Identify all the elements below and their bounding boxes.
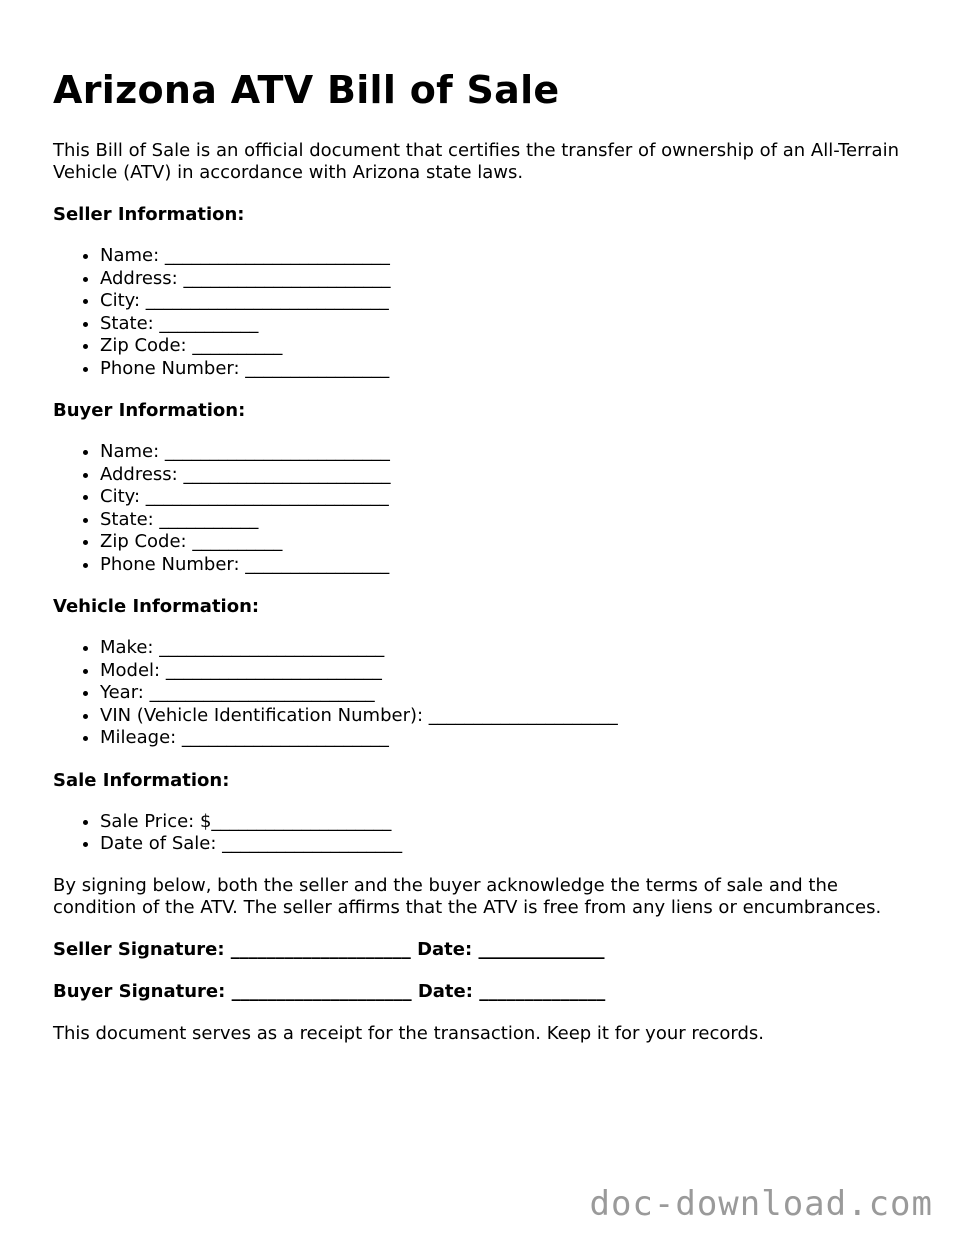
seller-state-field: • State: ___________ bbox=[100, 313, 913, 336]
seller-zip-field: • Zip Code: __________ bbox=[100, 335, 913, 358]
seller-section-heading: Seller Information: bbox=[53, 204, 245, 225]
sale-section-heading: Sale Information: bbox=[53, 769, 230, 791]
vehicle-make-field: • Make: _________________________ bbox=[100, 637, 913, 660]
buyer-section-heading: Buyer Information: bbox=[53, 400, 246, 421]
vehicle-section-heading: Vehicle Information: bbox=[53, 596, 260, 617]
sale-info-list bbox=[53, 811, 913, 856]
acknowledgement-paragraph: By signing below, both the seller and the buyer acknowledge the terms of sale and the condition of the ATV. The seller affirms that the ATV is free from any liens or encumbrances. bbox=[53, 874, 882, 918]
vehicle-mileage-field: • Mileage: _______________________ bbox=[100, 727, 913, 750]
buyer-state-field: • State: ___________ bbox=[100, 509, 913, 532]
buyer-signature-line: Buyer Signature: ____________________ Date: ______________ bbox=[53, 980, 606, 1002]
seller-info-list bbox=[53, 245, 913, 380]
vehicle-info-list bbox=[53, 637, 913, 750]
seller-address-field: • Address: _______________________ bbox=[100, 268, 913, 291]
vehicle-model-field: • Model: ________________________ bbox=[100, 660, 913, 683]
seller-city-field: • City: ___________________________ bbox=[100, 290, 913, 313]
document-page bbox=[53, 66, 913, 1045]
watermark: doc-download.com bbox=[589, 1184, 933, 1224]
buyer-phone-field: • Phone Number: ________________ bbox=[100, 554, 913, 577]
sale-date-field: • Date of Sale: ____________________ bbox=[100, 833, 913, 856]
buyer-address-field: • Address: _______________________ bbox=[100, 464, 913, 487]
vehicle-year-field: • Year: _________________________ bbox=[100, 682, 913, 705]
seller-name-field: • Name: _________________________ bbox=[100, 245, 913, 268]
seller-signature-line: Seller Signature: ____________________ Date: ______________ bbox=[53, 938, 605, 960]
document-title: Arizona ATV Bill of Sale bbox=[53, 68, 560, 112]
buyer-city-field: • City: ___________________________ bbox=[100, 486, 913, 509]
receipt-note: This document serves as a receipt for the transaction. Keep it for your records. bbox=[53, 1022, 764, 1044]
vehicle-vin-field: • VIN (Vehicle Identification Number): _____________________ bbox=[100, 705, 913, 728]
sale-price-field: • Sale Price: $____________________ bbox=[100, 811, 913, 834]
buyer-info-list bbox=[53, 441, 913, 576]
buyer-zip-field: • Zip Code: __________ bbox=[100, 531, 913, 554]
intro-paragraph: This Bill of Sale is an official document that certifies the transfer of ownership of an All-Terrain Vehicle (ATV) in accordance with Arizona state laws. bbox=[53, 140, 899, 183]
buyer-name-field: • Name: _________________________ bbox=[100, 441, 913, 464]
seller-phone-field: • Phone Number: ________________ bbox=[100, 358, 913, 381]
